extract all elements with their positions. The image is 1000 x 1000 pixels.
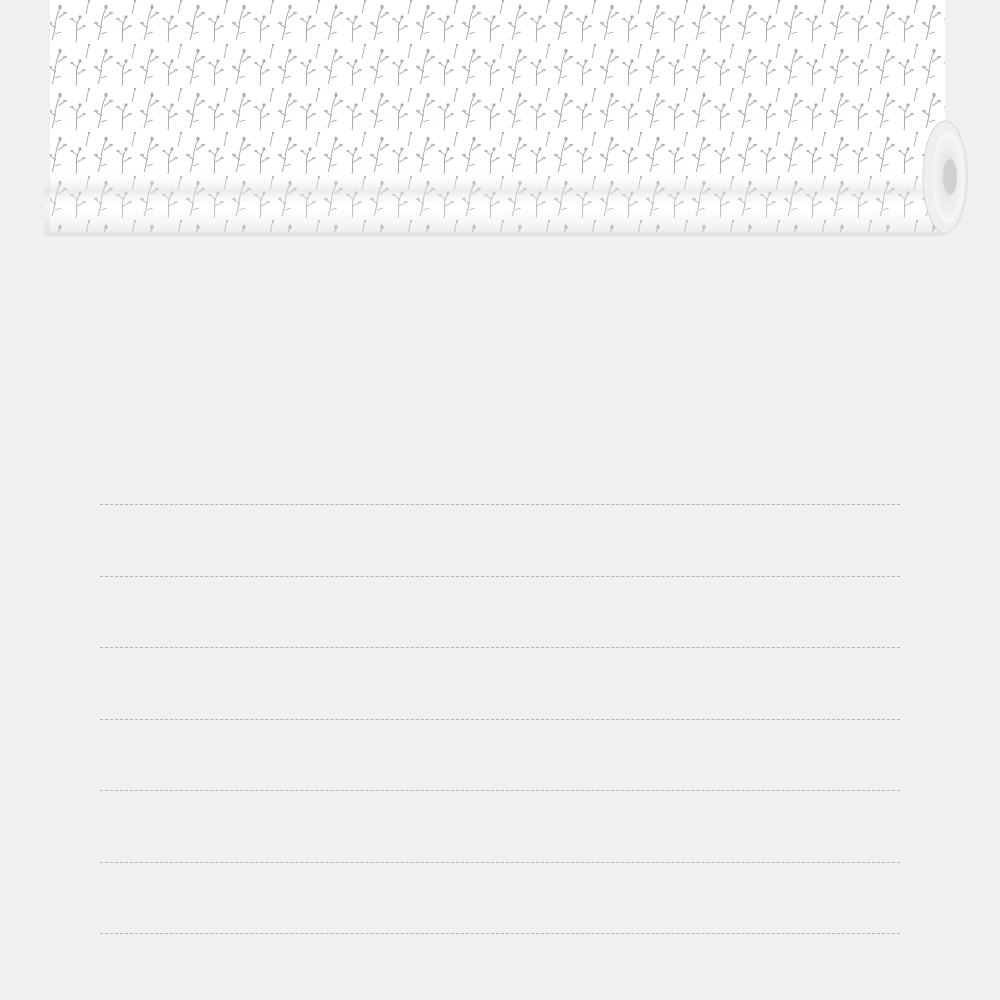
table-row xyxy=(100,576,900,648)
rolls-icon xyxy=(673,510,973,572)
rolls-icon xyxy=(673,868,973,930)
rolls-icon xyxy=(673,725,973,787)
roll-table xyxy=(100,504,900,934)
table-row xyxy=(100,504,900,576)
wallpaper-roll-image xyxy=(0,0,1000,250)
table-row xyxy=(100,647,900,719)
table-row xyxy=(100,790,900,862)
table-row xyxy=(100,862,900,935)
table-row xyxy=(100,719,900,791)
rolls-icon xyxy=(673,582,973,644)
rolls-icon xyxy=(673,796,973,858)
rolls-icon xyxy=(673,653,973,715)
